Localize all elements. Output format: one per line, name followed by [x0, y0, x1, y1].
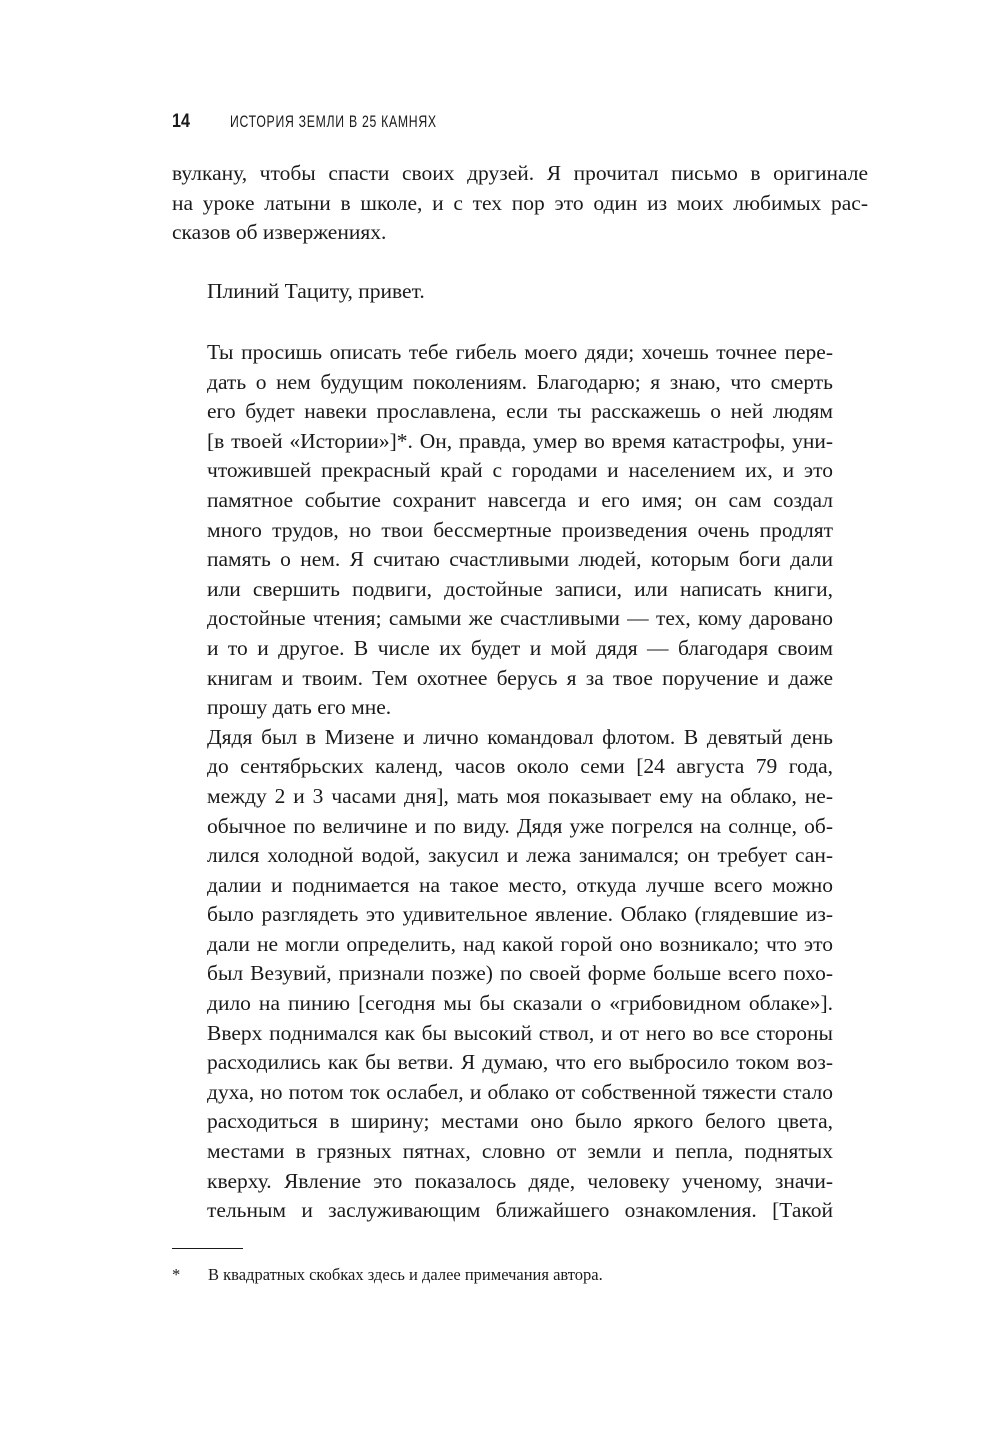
- text-line: много трудов, но твои бессмертные произведения очень продлят: [207, 517, 833, 542]
- text-line: книгам и твоим. Тем охотнее берусь я за твое поручение и даже: [207, 665, 833, 690]
- text-line: расходиться в ширину; местами оно было яркого белого цвета,: [207, 1109, 833, 1134]
- text-line: дать о нем будущим поколениям. Благодарю; я знаю, что смерть: [207, 369, 833, 394]
- text-line: Ты просишь описать тебе гибель моего дяди; хочешь точнее пере-: [207, 340, 833, 364]
- text-line: далии и поднимается на такое место, откуда лучше всего можно: [207, 872, 833, 897]
- text-line: [в твоей «Истории»]*. Он, правда, умер во время катастрофы, уни-: [207, 428, 833, 453]
- footnote-text: В квадратных скобках здесь и далее примечания автора.: [208, 1265, 603, 1284]
- text-line: прошу дать его мне.: [207, 695, 392, 720]
- text-line: было разглядеть это удивительное явление. Облако (глядевшие из-: [207, 902, 833, 927]
- text-line: обычное по величине и по виду. Дядя уже погрелся на солнце, об-: [207, 813, 833, 838]
- text-line: Дядя был в Мизене и лично командовал флотом. В девятый день: [207, 724, 833, 749]
- text-line: памятное событие сохранит навсегда и его имя; он сам создал: [207, 487, 833, 512]
- text-line: сказов об извержениях.: [172, 220, 387, 245]
- text-line: дило на пинию [сегодня мы бы сказали о «грибовидном облаке»].: [207, 991, 833, 1016]
- text-line: духа, но потом ток ослабел, и облако от собственной тяжести стало: [207, 1079, 833, 1104]
- text-line: кверху. Явление это показалось дяде, человеку ученому, значи-: [207, 1168, 833, 1193]
- text-line: до сентябрьских календ, часов около семи [24 августа 79 года,: [207, 754, 833, 779]
- footnote: [172, 1265, 603, 1285]
- text-line: достойные чтения; самыми же счастливыми — тех, кому даровано: [207, 606, 833, 631]
- text-line: вулкану, чтобы спасти своих друзей. Я прочитал письмо в оригинале: [172, 161, 868, 185]
- text-line: на уроке латыни в школе, и с тех пор это один из моих любимых рас-: [172, 190, 868, 215]
- running-title: ИСТОРИЯ ЗЕМЛИ В 25 КАМНЯХ: [230, 112, 437, 131]
- running-header: [172, 111, 517, 135]
- text-line: дали не могли определить, над какой горой оно возникало; что это: [207, 931, 833, 956]
- text-line: или свершить подвиги, достойные записи, или написать книги,: [207, 576, 833, 601]
- text-line: память о нем. Я считаю счастливыми людей, которым боги дали: [207, 547, 833, 572]
- page-number: 14: [172, 111, 190, 132]
- footnote-divider: [172, 1248, 243, 1249]
- text-line: Вверх поднимался как бы высокий ствол, и от него во все стороны: [207, 1020, 833, 1045]
- text-line: и то и другое. В числе их будет и мой дядя — благодаря своим: [207, 635, 833, 660]
- letter-quote: [207, 338, 833, 1226]
- text-line: был Везувий, признали позже) по своей форме больше всего похо-: [207, 961, 833, 986]
- letter-salutation: Плиний Тациту, привет.: [207, 279, 425, 303]
- intro-paragraph: [172, 159, 868, 248]
- text-line: местами в грязных пятнах, словно от земли и пепла, поднятых: [207, 1139, 833, 1164]
- text-line: лился холодной водой, закусил и лежа занимался; он требует сан-: [207, 843, 833, 868]
- text-line: его будет навеки прославлена, если ты расскажешь о ней людям: [207, 399, 833, 424]
- text-line: тельным и заслуживающим ближайшего ознакомления. [Такой: [207, 1198, 833, 1223]
- text-line: чтожившей прекрасный край с городами и населением их, и это: [207, 458, 833, 483]
- footnote-mark: *: [172, 1265, 181, 1284]
- text-line: между 2 и 3 часами дня], мать моя показывает ему на облако, не-: [207, 783, 833, 808]
- text-line: расходились как бы ветви. Я думаю, что его выбросило током воз-: [207, 1050, 833, 1075]
